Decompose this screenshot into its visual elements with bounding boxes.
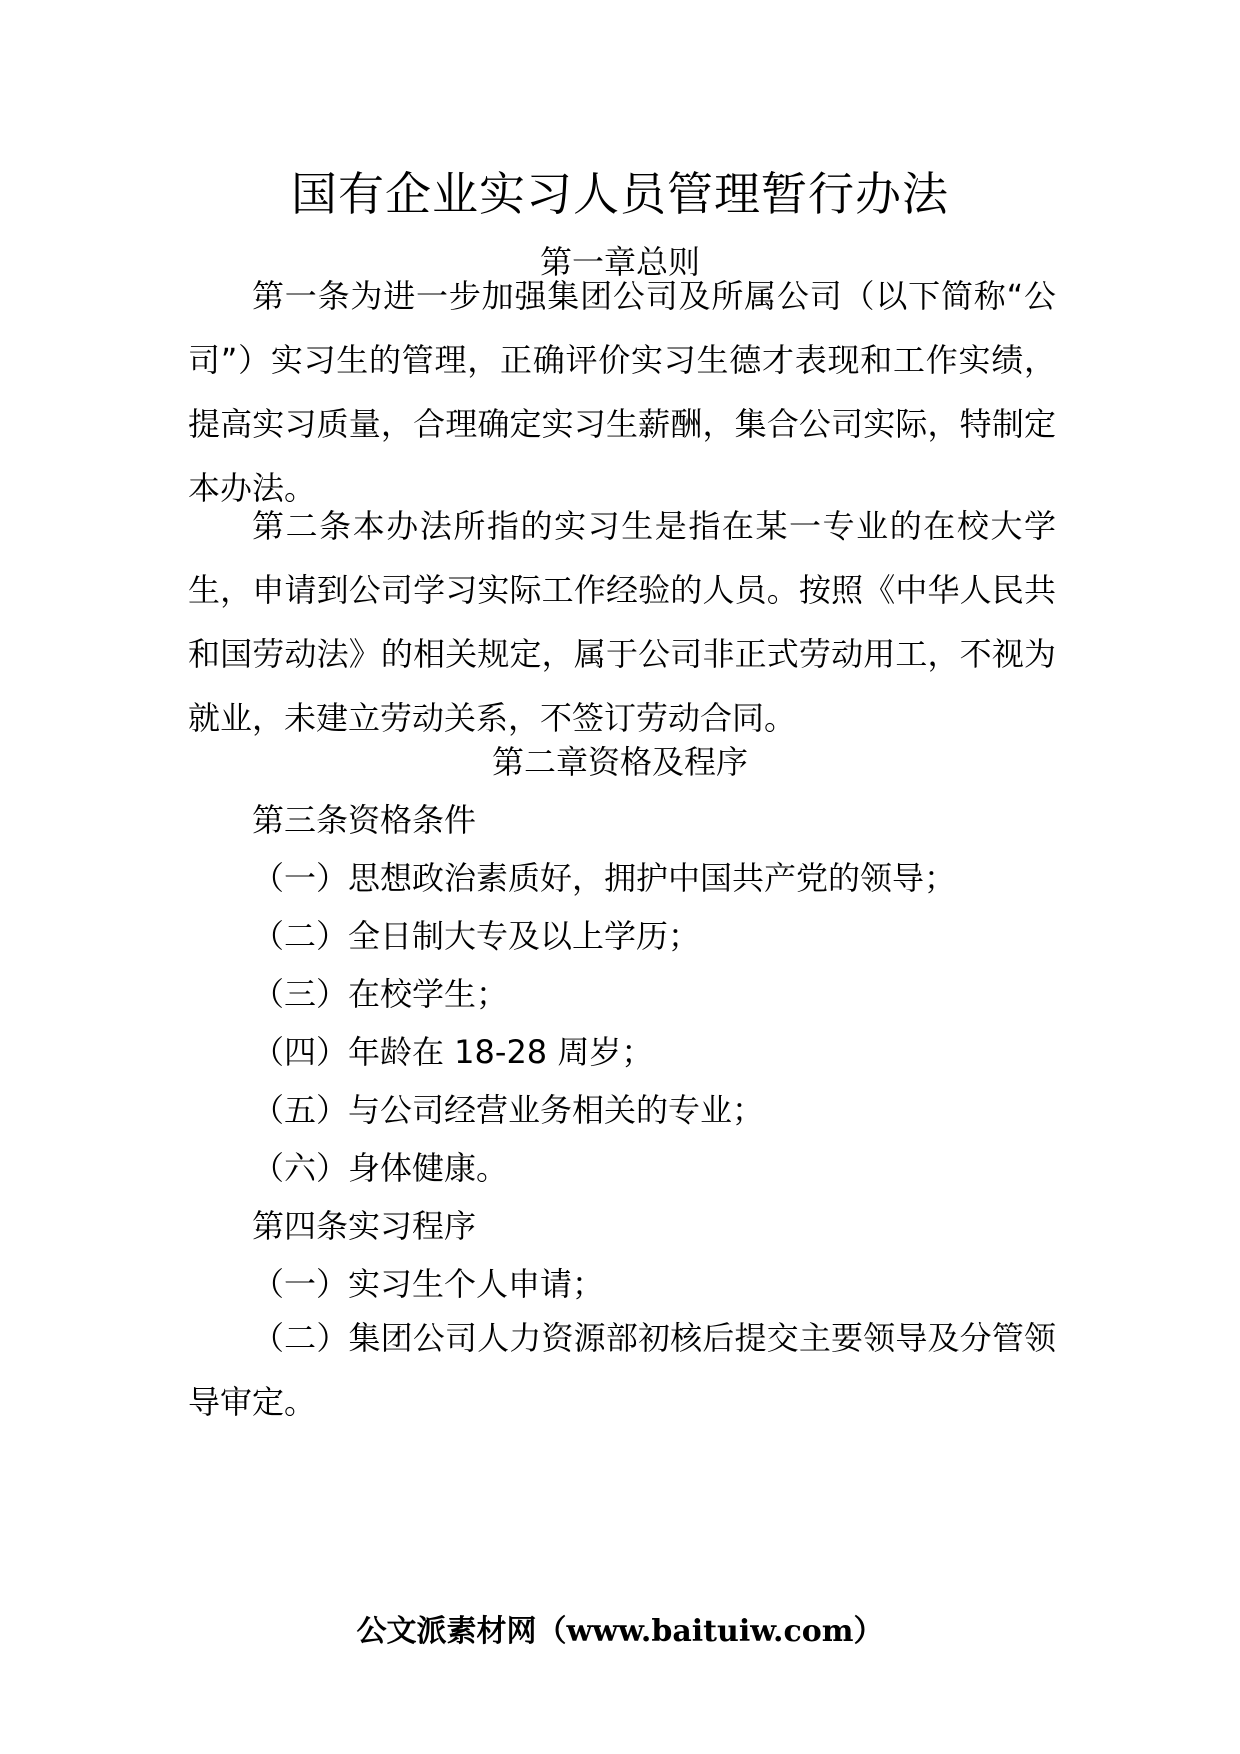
list-item: （六）身体健康。: [252, 1149, 509, 1187]
article-2-paragraph: 第二条本办法所指的实习生是指在某一专业的在校大学生，申请到公司学习实际工作经验的人员。按照《中华人民共和国劳动法》的相关规定，属于公司非正式劳动用工，不视为就业，未建立劳动关系，不签订劳动合同。: [188, 507, 1056, 737]
list-item: （一）实习生个人申请；: [252, 1265, 605, 1303]
list-item: （一）思想政治素质好，拥护中国共产党的领导；: [252, 859, 957, 897]
chapter-heading-2: 第二章资格及程序: [491, 743, 748, 781]
list-item-paragraph: （二）集团公司人力资源部初核后提交主要领导及分管领导审定。: [188, 1319, 1056, 1421]
list-item: （五）与公司经营业务相关的专业；: [252, 1091, 765, 1129]
article-4-heading: 第四条实习程序: [252, 1207, 477, 1245]
document-title: 国有企业实习人员管理暂行办法: [291, 167, 949, 221]
list-item: （二）全日制大专及以上学历；: [252, 917, 701, 955]
list-item: （三）在校学生；: [252, 975, 509, 1013]
article-1-paragraph: 第一条为进一步加强集团公司及所属公司（以下简称“公司”）实习生的管理，正确评价实习生德才表现和工作实绩，提高实习质量，合理确定实习生薪酬，集合公司实际，特制定本办法。: [188, 277, 1056, 507]
article-3-heading: 第三条资格条件: [252, 801, 477, 839]
chapter-heading-1: 第一章总则: [539, 243, 700, 281]
list-item: （四）年龄在 18-28 周岁；: [252, 1033, 654, 1071]
footer-watermark: 公文派素材网（www.baituiw.com）: [356, 1614, 884, 1649]
